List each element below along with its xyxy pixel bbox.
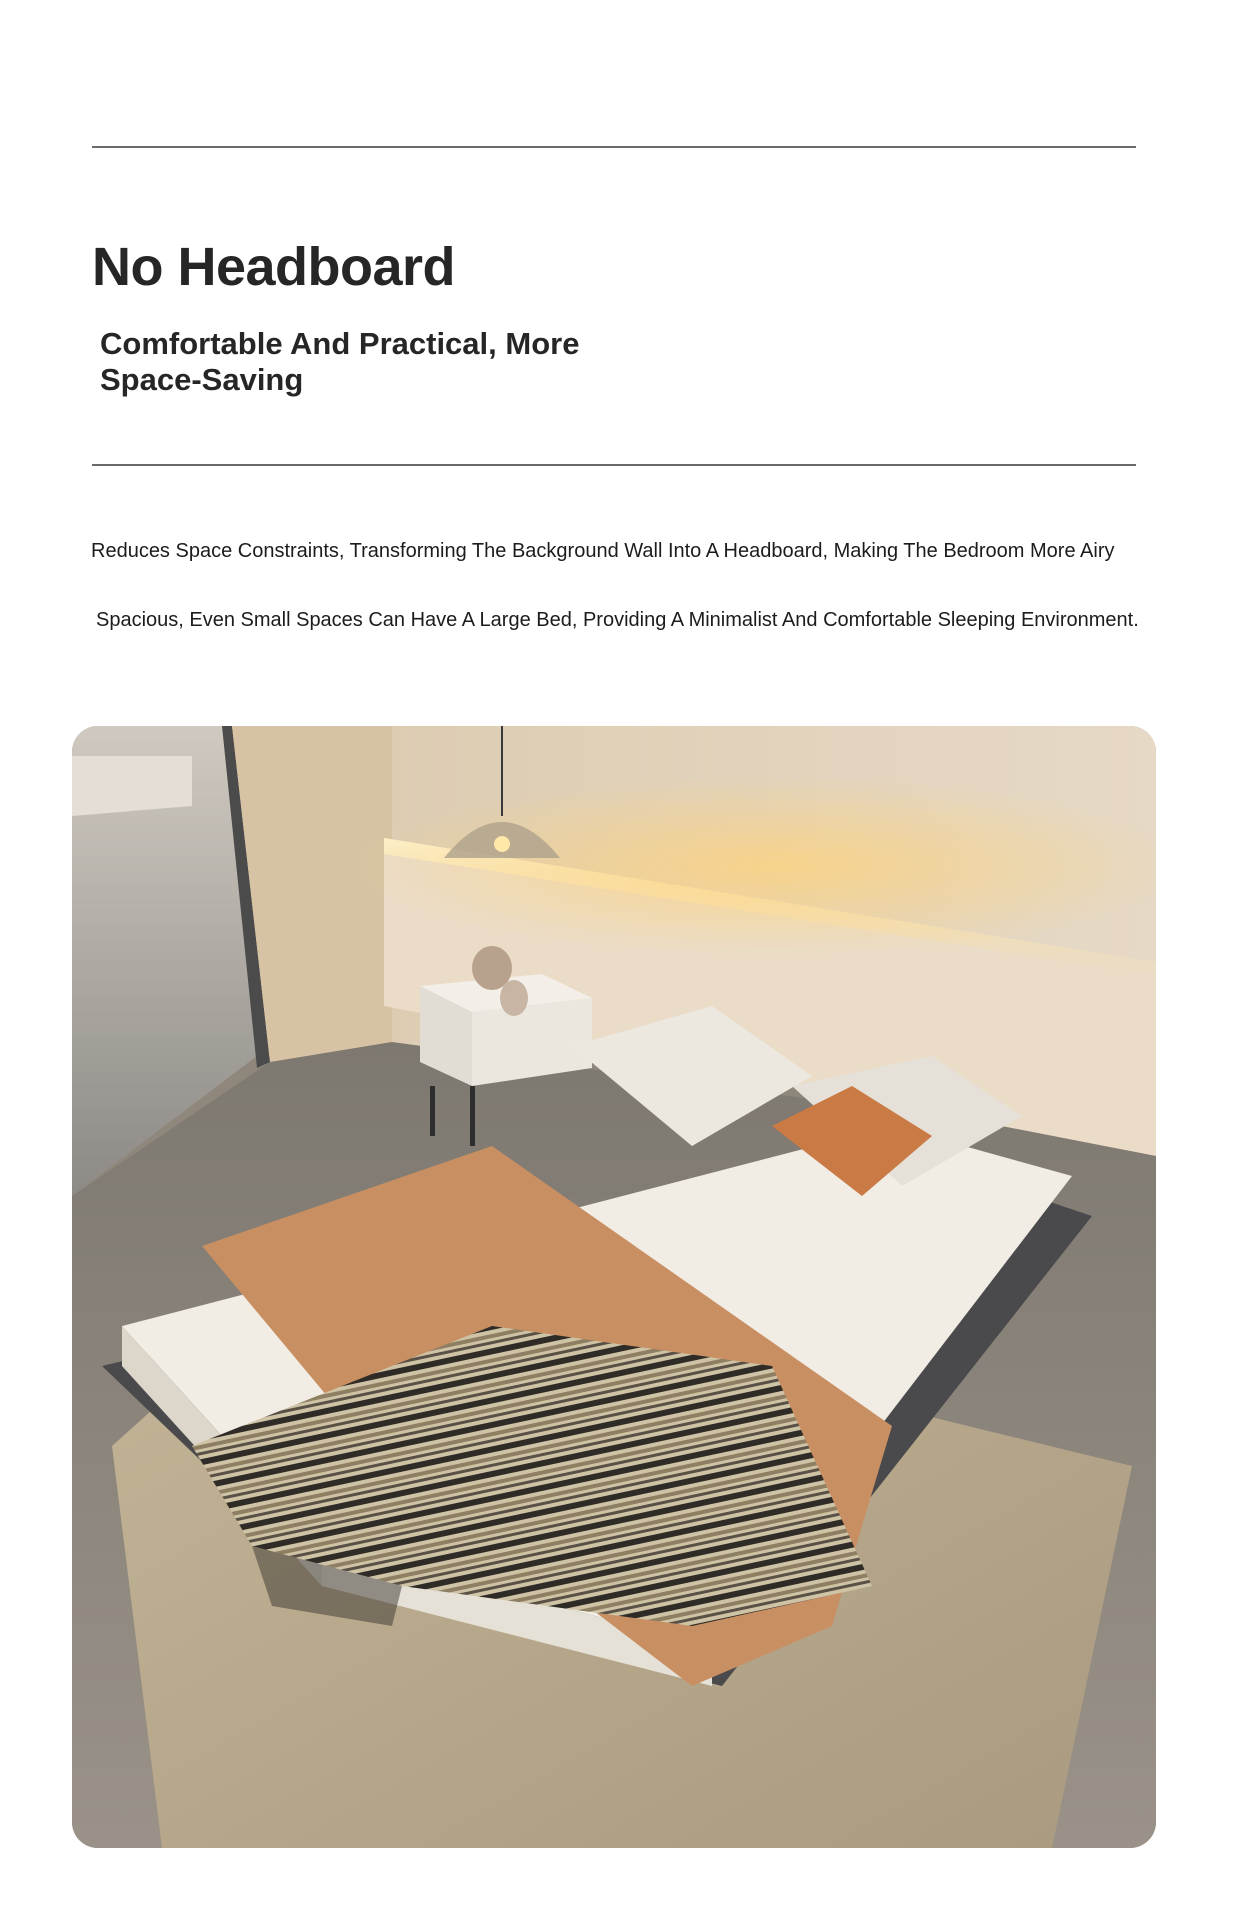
page-title: No Headboard [92, 237, 456, 297]
description-line-2: Spacious, Even Small Spaces Can Have A Large Bed, Providing A Minimalist And Comfortable Sleeping Environment. [96, 609, 1139, 631]
subtitle-line-2: Space-Saving [100, 362, 304, 397]
description-line-1: Reduces Space Constraints, Transforming The Background Wall Into A Headboard, Making The Bedroom More Airy [91, 540, 1115, 562]
page-subtitle [100, 326, 660, 398]
top-divider [92, 146, 1136, 148]
product-photo [72, 726, 1156, 1848]
bedroom-illustration [72, 726, 1156, 1848]
subtitle-line-1: Comfortable And Practical, More [100, 326, 580, 361]
bottom-divider [92, 464, 1136, 466]
